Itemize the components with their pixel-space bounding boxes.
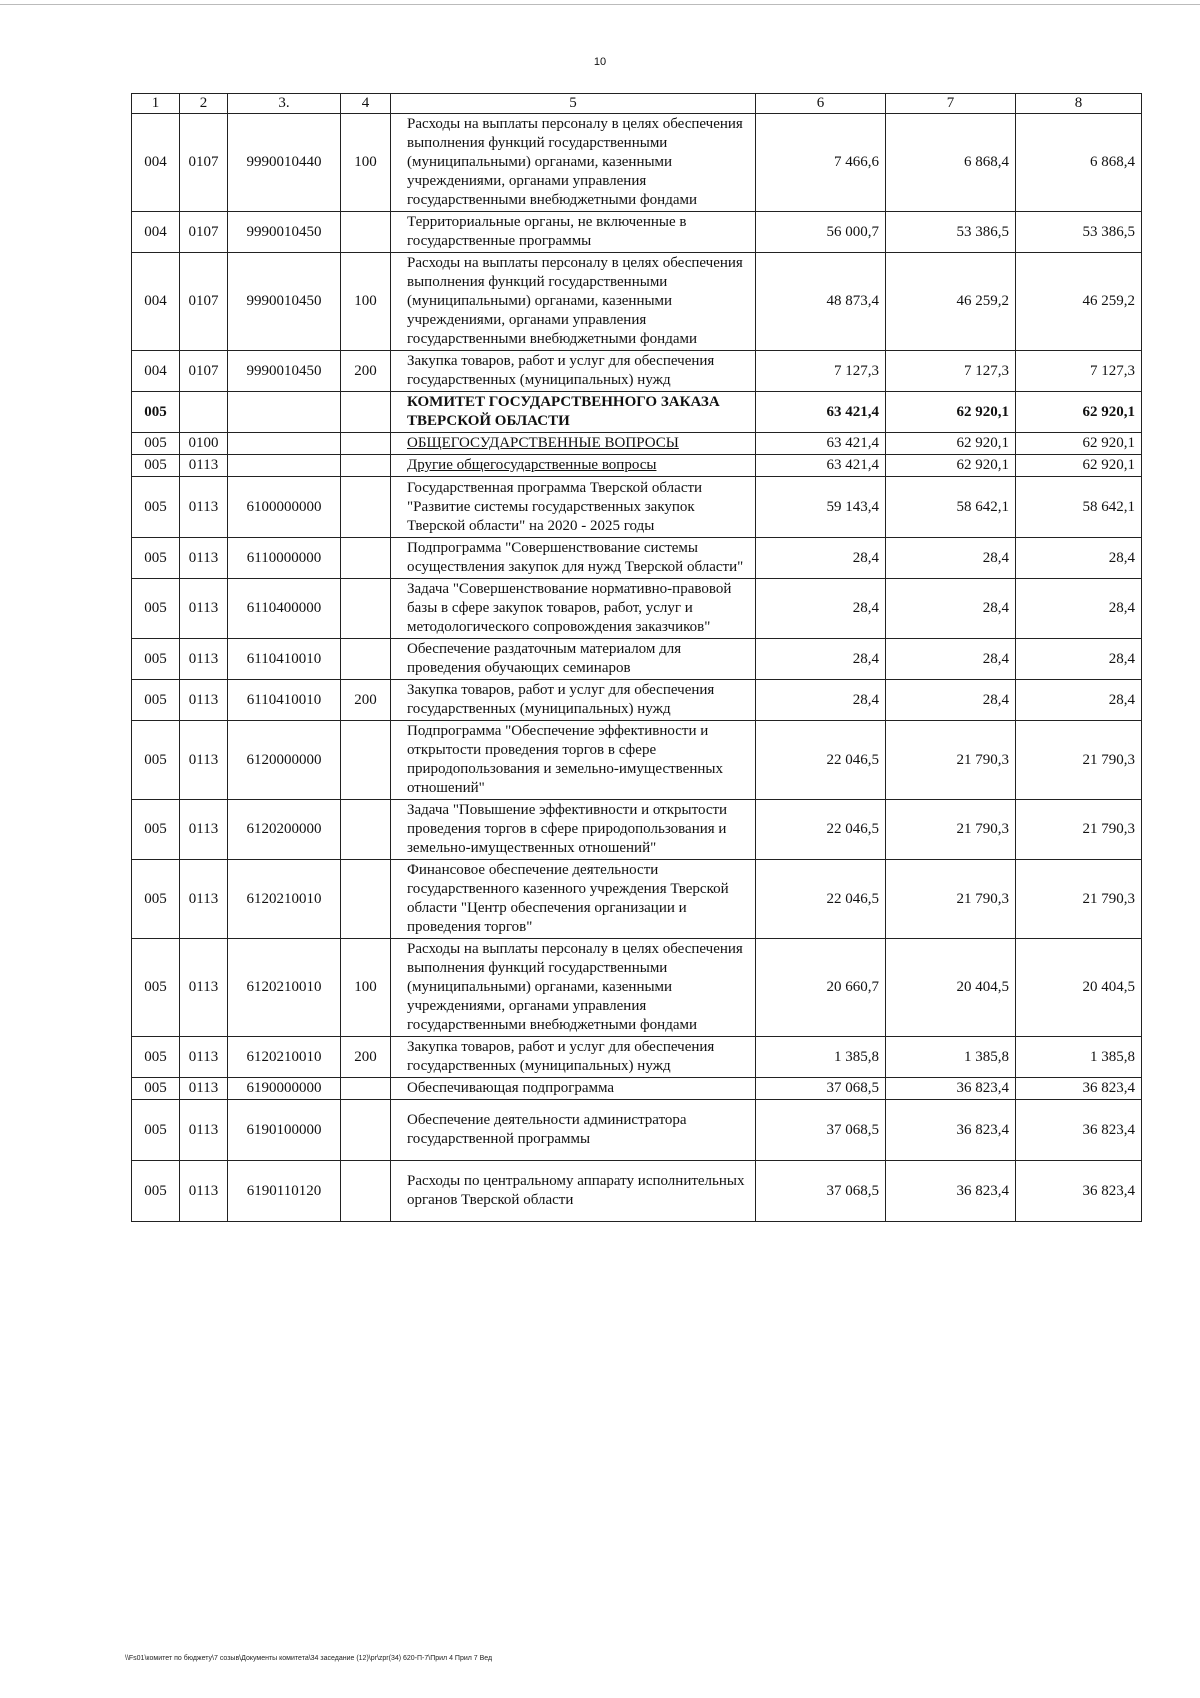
ministry-code: 005 bbox=[132, 939, 180, 1037]
target-article-code bbox=[228, 433, 341, 455]
value-col-7: 53 386,5 bbox=[886, 212, 1016, 253]
target-article-code: 6190110120 bbox=[228, 1161, 341, 1222]
value-col-7: 36 823,4 bbox=[886, 1078, 1016, 1100]
target-article-code: 6110410010 bbox=[228, 639, 341, 680]
top-border-line bbox=[0, 4, 1200, 5]
ministry-code: 005 bbox=[132, 1100, 180, 1161]
value-col-6: 37 068,5 bbox=[756, 1078, 886, 1100]
ministry-code: 005 bbox=[132, 1078, 180, 1100]
value-col-8: 58 642,1 bbox=[1016, 477, 1142, 538]
value-col-7: 21 790,3 bbox=[886, 800, 1016, 860]
value-col-6: 63 421,4 bbox=[756, 433, 886, 455]
col-header-6: 6 bbox=[756, 94, 886, 114]
expense-type-code bbox=[341, 538, 391, 579]
value-col-7: 21 790,3 bbox=[886, 721, 1016, 800]
col-header-8: 8 bbox=[1016, 94, 1142, 114]
item-name: Закупка товаров, работ и услуг для обеспечения государственных (муниципальных) нужд bbox=[391, 1037, 756, 1078]
value-col-8: 20 404,5 bbox=[1016, 939, 1142, 1037]
value-col-6: 22 046,5 bbox=[756, 800, 886, 860]
value-col-6: 56 000,7 bbox=[756, 212, 886, 253]
value-col-6: 1 385,8 bbox=[756, 1037, 886, 1078]
section-code: 0107 bbox=[180, 212, 228, 253]
expense-type-code: 200 bbox=[341, 351, 391, 392]
table-row bbox=[132, 1100, 1142, 1161]
value-col-7: 58 642,1 bbox=[886, 477, 1016, 538]
header-row bbox=[132, 94, 1142, 114]
expense-type-code bbox=[341, 860, 391, 939]
item-name: Расходы на выплаты персоналу в целях обеспечения выполнения функций государственными (муниципальными) органами, казенными учреждениями, органами управления государственными внебюджетными фондами bbox=[391, 939, 756, 1037]
section-code: 0113 bbox=[180, 1100, 228, 1161]
target-article-code: 6100000000 bbox=[228, 477, 341, 538]
section-code: 0113 bbox=[180, 800, 228, 860]
ministry-code: 005 bbox=[132, 800, 180, 860]
ministry-code: 005 bbox=[132, 477, 180, 538]
target-article-code: 9990010450 bbox=[228, 253, 341, 351]
value-col-8: 28,4 bbox=[1016, 579, 1142, 639]
page-number: 10 bbox=[593, 56, 607, 68]
value-col-8: 21 790,3 bbox=[1016, 860, 1142, 939]
expense-type-code bbox=[341, 579, 391, 639]
col-header-1: 1 bbox=[132, 94, 180, 114]
target-article-code: 9990010440 bbox=[228, 114, 341, 212]
target-article-code: 9990010450 bbox=[228, 351, 341, 392]
value-col-7: 21 790,3 bbox=[886, 860, 1016, 939]
value-col-6: 37 068,5 bbox=[756, 1161, 886, 1222]
expense-type-code bbox=[341, 477, 391, 538]
value-col-8: 28,4 bbox=[1016, 639, 1142, 680]
ministry-code: 005 bbox=[132, 538, 180, 579]
table-row bbox=[132, 392, 1142, 433]
section-code: 0113 bbox=[180, 538, 228, 579]
item-name: Государственная программа Тверской области "Развитие системы государственных закупок Тверской области" на 2020 - 2025 годы bbox=[391, 477, 756, 538]
value-col-8: 28,4 bbox=[1016, 538, 1142, 579]
ministry-code: 005 bbox=[132, 455, 180, 477]
section-code: 0100 bbox=[180, 433, 228, 455]
item-name: Обеспечивающая подпрограмма bbox=[391, 1078, 756, 1100]
section-code: 0113 bbox=[180, 1037, 228, 1078]
table-row bbox=[132, 1078, 1142, 1100]
value-col-7: 62 920,1 bbox=[886, 433, 1016, 455]
value-col-7: 28,4 bbox=[886, 639, 1016, 680]
value-col-8: 53 386,5 bbox=[1016, 212, 1142, 253]
table-row bbox=[132, 433, 1142, 455]
ministry-code: 005 bbox=[132, 1037, 180, 1078]
value-col-6: 63 421,4 bbox=[756, 392, 886, 433]
value-col-7: 28,4 bbox=[886, 579, 1016, 639]
section-code: 0113 bbox=[180, 721, 228, 800]
value-col-6: 7 466,6 bbox=[756, 114, 886, 212]
value-col-8: 62 920,1 bbox=[1016, 433, 1142, 455]
value-col-8: 28,4 bbox=[1016, 680, 1142, 721]
table-row bbox=[132, 579, 1142, 639]
item-name: Обеспечение раздаточным материалом для проведения обучающих семинаров bbox=[391, 639, 756, 680]
target-article-code: 6120200000 bbox=[228, 800, 341, 860]
table-row bbox=[132, 860, 1142, 939]
table-row bbox=[132, 939, 1142, 1037]
ministry-code: 005 bbox=[132, 1161, 180, 1222]
table-row bbox=[132, 680, 1142, 721]
target-article-code bbox=[228, 455, 341, 477]
budget-table bbox=[131, 93, 1142, 1222]
table-row bbox=[132, 212, 1142, 253]
table-row bbox=[132, 351, 1142, 392]
table-row bbox=[132, 639, 1142, 680]
value-col-7: 46 259,2 bbox=[886, 253, 1016, 351]
table-row bbox=[132, 538, 1142, 579]
value-col-7: 20 404,5 bbox=[886, 939, 1016, 1037]
value-col-8: 6 868,4 bbox=[1016, 114, 1142, 212]
section-code: 0113 bbox=[180, 455, 228, 477]
table-row bbox=[132, 1161, 1142, 1222]
value-col-6: 22 046,5 bbox=[756, 721, 886, 800]
value-col-8: 46 259,2 bbox=[1016, 253, 1142, 351]
expense-type-code bbox=[341, 455, 391, 477]
expense-type-code: 100 bbox=[341, 939, 391, 1037]
ministry-code: 005 bbox=[132, 721, 180, 800]
expense-type-code bbox=[341, 392, 391, 433]
section-code: 0113 bbox=[180, 1078, 228, 1100]
section-code: 0107 bbox=[180, 351, 228, 392]
section-code: 0113 bbox=[180, 639, 228, 680]
value-col-8: 21 790,3 bbox=[1016, 721, 1142, 800]
table-row bbox=[132, 1037, 1142, 1078]
section-code: 0113 bbox=[180, 1161, 228, 1222]
value-col-6: 28,4 bbox=[756, 680, 886, 721]
target-article-code: 6110000000 bbox=[228, 538, 341, 579]
value-col-7: 28,4 bbox=[886, 680, 1016, 721]
target-article-code: 9990010450 bbox=[228, 212, 341, 253]
ministry-code: 004 bbox=[132, 114, 180, 212]
expense-type-code bbox=[341, 1161, 391, 1222]
value-col-6: 7 127,3 bbox=[756, 351, 886, 392]
item-name: Подпрограмма "Обеспечение эффективности и открытости проведения торгов в сфере природопользования и земельно-имущественных отношений" bbox=[391, 721, 756, 800]
col-header-5: 5 bbox=[391, 94, 756, 114]
value-col-8: 1 385,8 bbox=[1016, 1037, 1142, 1078]
value-col-8: 21 790,3 bbox=[1016, 800, 1142, 860]
expense-type-code: 200 bbox=[341, 680, 391, 721]
target-article-code: 6110410010 bbox=[228, 680, 341, 721]
value-col-7: 6 868,4 bbox=[886, 114, 1016, 212]
target-article-code: 6120210010 bbox=[228, 860, 341, 939]
item-name: Задача "Повышение эффективности и открытости проведения торгов в сфере природопользования и земельно-имущественных отношений" bbox=[391, 800, 756, 860]
value-col-6: 28,4 bbox=[756, 639, 886, 680]
value-col-8: 36 823,4 bbox=[1016, 1100, 1142, 1161]
item-name: Расходы на выплаты персоналу в целях обеспечения выполнения функций государственными (муниципальными) органами, казенными учреждениями, органами управления государственными внебюджетными фондами bbox=[391, 114, 756, 212]
expense-type-code: 100 bbox=[341, 114, 391, 212]
item-name: Закупка товаров, работ и услуг для обеспечения государственных (муниципальных) нужд bbox=[391, 351, 756, 392]
value-col-6: 28,4 bbox=[756, 538, 886, 579]
ministry-code: 005 bbox=[132, 639, 180, 680]
table-row bbox=[132, 114, 1142, 212]
item-name: КОМИТЕТ ГОСУДАРСТВЕННОГО ЗАКАЗА ТВЕРСКОЙ ОБЛАСТИ bbox=[391, 392, 756, 433]
value-col-6: 59 143,4 bbox=[756, 477, 886, 538]
col-header-7: 7 bbox=[886, 94, 1016, 114]
value-col-8: 7 127,3 bbox=[1016, 351, 1142, 392]
col-header-2: 2 bbox=[180, 94, 228, 114]
table-body bbox=[132, 114, 1142, 1222]
item-name: Закупка товаров, работ и услуг для обеспечения государственных (муниципальных) нужд bbox=[391, 680, 756, 721]
table-row bbox=[132, 253, 1142, 351]
file-path-footer: \\Fs01\комитет по бюджету\7 созыв\Документы комитета\34 заседание (12)\pr\zpr(34) 620-П-7\Прил 4 Прил 7 Вед bbox=[125, 1655, 493, 1662]
expense-type-code bbox=[341, 433, 391, 455]
value-col-6: 28,4 bbox=[756, 579, 886, 639]
value-col-6: 48 873,4 bbox=[756, 253, 886, 351]
expense-type-code bbox=[341, 1078, 391, 1100]
item-name: Расходы по центральному аппарату исполнительных органов Тверской области bbox=[391, 1161, 756, 1222]
value-col-7: 62 920,1 bbox=[886, 392, 1016, 433]
value-col-8: 62 920,1 bbox=[1016, 455, 1142, 477]
expense-type-code bbox=[341, 1100, 391, 1161]
table-row bbox=[132, 800, 1142, 860]
item-name: Территориальные органы, не включенные в государственные программы bbox=[391, 212, 756, 253]
expense-type-code: 100 bbox=[341, 253, 391, 351]
ministry-code: 005 bbox=[132, 392, 180, 433]
expense-type-code: 200 bbox=[341, 1037, 391, 1078]
section-code: 0107 bbox=[180, 253, 228, 351]
item-name: Подпрограмма "Совершенствование системы осуществления закупок для нужд Тверской области" bbox=[391, 538, 756, 579]
expense-type-code bbox=[341, 639, 391, 680]
expense-type-code bbox=[341, 212, 391, 253]
item-name: Другие общегосударственные вопросы bbox=[391, 455, 756, 477]
item-name: Расходы на выплаты персоналу в целях обеспечения выполнения функций государственными (муниципальными) органами, казенными учреждениями, органами управления государственными внебюджетными фондами bbox=[391, 253, 756, 351]
value-col-7: 62 920,1 bbox=[886, 455, 1016, 477]
section-code: 0113 bbox=[180, 680, 228, 721]
value-col-8: 36 823,4 bbox=[1016, 1161, 1142, 1222]
ministry-code: 005 bbox=[132, 579, 180, 639]
ministry-code: 004 bbox=[132, 212, 180, 253]
value-col-7: 36 823,4 bbox=[886, 1161, 1016, 1222]
target-article-code: 6120210010 bbox=[228, 939, 341, 1037]
item-name: Задача "Совершенствование нормативно-правовой базы в сфере закупок товаров, работ, услуг и методологического сопровождения заказчиков" bbox=[391, 579, 756, 639]
expense-type-code bbox=[341, 800, 391, 860]
target-article-code bbox=[228, 392, 341, 433]
value-col-7: 1 385,8 bbox=[886, 1037, 1016, 1078]
table-row bbox=[132, 477, 1142, 538]
ministry-code: 005 bbox=[132, 680, 180, 721]
col-header-4: 4 bbox=[341, 94, 391, 114]
ministry-code: 004 bbox=[132, 253, 180, 351]
value-col-6: 37 068,5 bbox=[756, 1100, 886, 1161]
value-col-8: 36 823,4 bbox=[1016, 1078, 1142, 1100]
ministry-code: 004 bbox=[132, 351, 180, 392]
section-code: 0113 bbox=[180, 579, 228, 639]
item-name: ОБЩЕГОСУДАРСТВЕННЫЕ ВОПРОСЫ bbox=[391, 433, 756, 455]
value-col-7: 7 127,3 bbox=[886, 351, 1016, 392]
section-code: 0107 bbox=[180, 114, 228, 212]
value-col-6: 63 421,4 bbox=[756, 455, 886, 477]
section-code bbox=[180, 392, 228, 433]
target-article-code: 6120210010 bbox=[228, 1037, 341, 1078]
value-col-6: 20 660,7 bbox=[756, 939, 886, 1037]
item-name: Обеспечение деятельности администратора государственной программы bbox=[391, 1100, 756, 1161]
expense-type-code bbox=[341, 721, 391, 800]
section-code: 0113 bbox=[180, 477, 228, 538]
value-col-6: 22 046,5 bbox=[756, 860, 886, 939]
value-col-7: 28,4 bbox=[886, 538, 1016, 579]
item-name: Финансовое обеспечение деятельности государственного казенного учреждения Тверской области "Центр обеспечения организации и проведения торгов" bbox=[391, 860, 756, 939]
target-article-code: 6190000000 bbox=[228, 1078, 341, 1100]
ministry-code: 005 bbox=[132, 433, 180, 455]
table-row bbox=[132, 455, 1142, 477]
value-col-8: 62 920,1 bbox=[1016, 392, 1142, 433]
col-header-3: 3. bbox=[228, 94, 341, 114]
ministry-code: 005 bbox=[132, 860, 180, 939]
section-code: 0113 bbox=[180, 860, 228, 939]
target-article-code: 6110400000 bbox=[228, 579, 341, 639]
target-article-code: 6120000000 bbox=[228, 721, 341, 800]
table-row bbox=[132, 721, 1142, 800]
target-article-code: 6190100000 bbox=[228, 1100, 341, 1161]
value-col-7: 36 823,4 bbox=[886, 1100, 1016, 1161]
section-code: 0113 bbox=[180, 939, 228, 1037]
